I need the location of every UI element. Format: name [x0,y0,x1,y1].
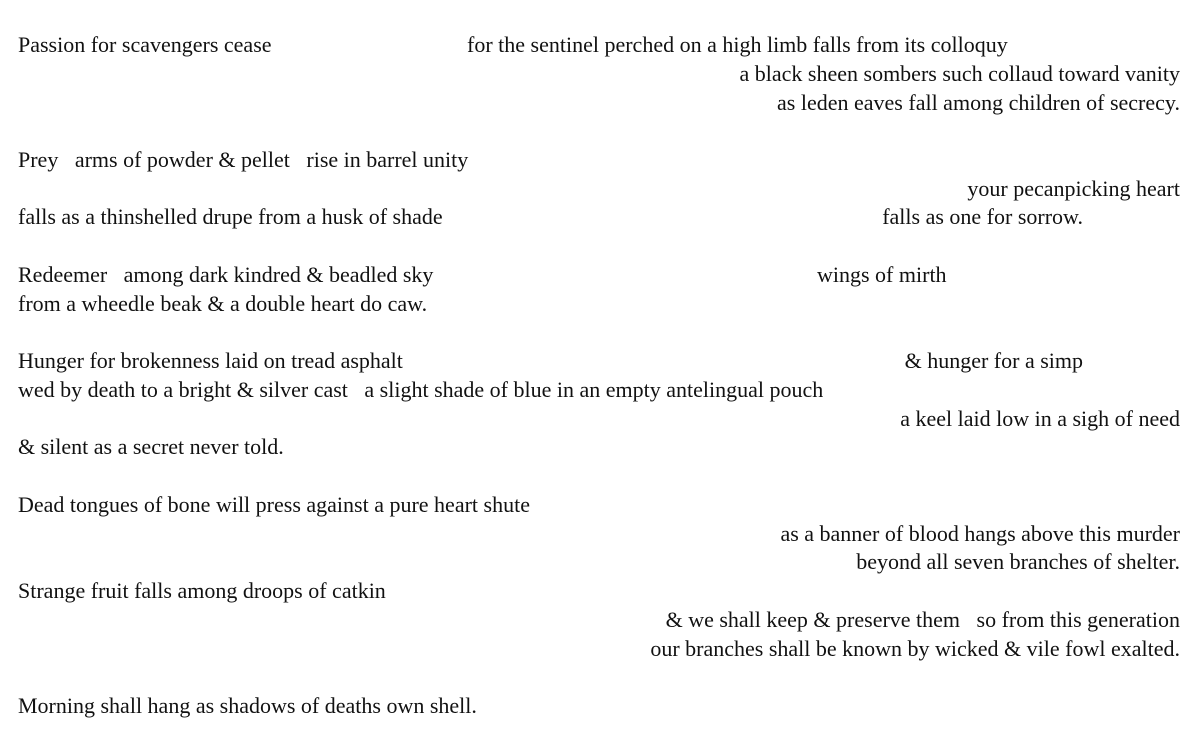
poem-line: Hunger for brokenness laid on tread asphalt [18,348,403,373]
poem-line: Dead tongues of bone will press against a pure heart shute [18,492,530,517]
poem-line: our branches shall be known by wicked & vile fowl exalted. [650,636,1180,661]
poem-line: beyond all seven branches of shelter. [856,549,1180,574]
poem-line: & hunger for a simp [904,348,1083,373]
poem-line: falls as one for sorrow. [882,204,1083,229]
poem-line: for the sentinel perched on a high limb falls from its colloquy [467,32,1008,57]
poem-line: your pecanpicking heart [967,176,1180,201]
poem-line: from a wheedle beak & a double heart do caw. [18,291,428,316]
poem-line: Strange fruit falls among droops of catkin [18,578,386,603]
poem-line: as leden eaves fall among children of secrecy. [777,90,1180,115]
poem-line: & we shall keep & preserve them so from this generation [665,607,1180,632]
poem-line: Prey arms of powder & pellet rise in barrel unity [18,147,469,172]
poem-line: Passion for scavengers cease [18,32,272,57]
poem-line: & silent as a secret never told. [18,434,284,459]
poem-line: falls as a thinshelled drupe from a husk of shade [18,204,443,229]
poem-line: a black sheen sombers such collaud toward vanity [739,61,1180,86]
poem-line: a keel laid low in a sigh of need [900,406,1180,431]
poem-line: wed by death to a bright & silver cast a slight shade of blue in an empty antelingual pouch [18,377,824,402]
poem-line: Morning shall hang as shadows of deaths own shell. [18,693,477,718]
poem-line: Redeemer among dark kindred & beadled sky [18,262,434,287]
poem-line: as a banner of blood hangs above this murder [780,521,1180,546]
poem-line: wings of mirth [817,262,947,287]
